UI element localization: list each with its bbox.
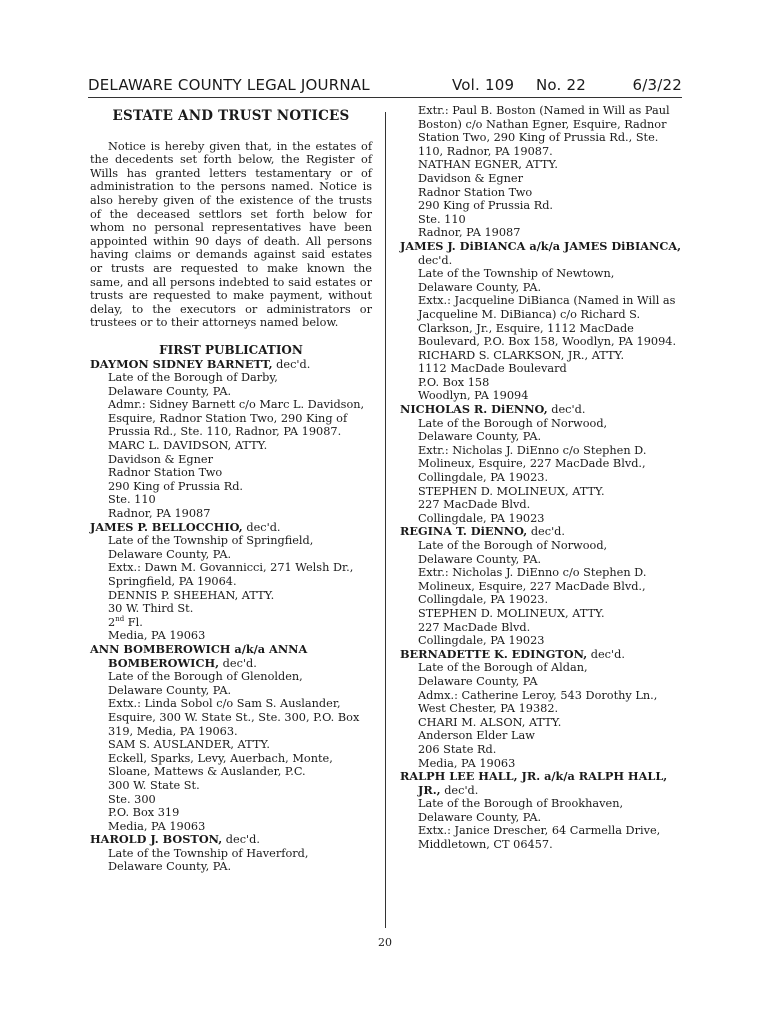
decedent-name [400,770,682,797]
notice-line: Ste. 110 [108,493,156,507]
publication-heading: FIRST PUBLICATION [159,342,303,357]
volume-label: Vol. 109 [452,76,515,94]
notice-line: Extr.: Nicholas J. DiEnno c/o Stephen D. Molineux, Esquire, 227 MacDade Blvd., Collingdale, PA 19023. [418,443,647,485]
notice-line: MARC L. DAVIDSON, ATTY. [108,439,268,453]
decedent-name-text: JAMES P. BELLOCCHIO, [90,519,243,534]
deceased-suffix: dec'd. [418,253,453,267]
decedent-name [400,403,682,417]
left-entry-list [90,358,372,875]
right-column [400,104,682,852]
decedent-name-text: NICHOLAS R. DiENNO, [400,402,548,417]
notice-line: P.O. Box 319 [108,806,180,820]
notice-line: Late of the Borough of Glenolden, [108,670,303,684]
deceased-suffix: dec'd. [219,656,257,670]
notice-line: Late of the Township of Newtown, [418,267,615,281]
decedent-name [90,833,372,847]
estate-notice [400,403,682,525]
deceased-suffix: dec'd. [587,647,625,661]
notice-line: Extx.: Dawn M. Govannicci, 271 Welsh Dr., Springfield, PA 19064. [108,561,354,588]
deceased-suffix: dec'd. [527,525,565,539]
estate-notice [90,643,372,833]
estate-notice [400,240,682,403]
header-rule [88,97,682,98]
notice-line: Delaware County, PA. [418,280,542,294]
notice-line: 227 MacDade Blvd. [418,620,531,634]
intro-notice: Notice is hereby given that, in the estates of the decedents set forth below, the Register of Wills has granted letters testamentary or of administration to the persons named. Notice is also hereby given of the existence of the trusts of the deceased settlors set forth below for whom no personal representatives have been appointed within 90 days of death. All persons having claims or demands against said estates or trusts are requested to make known the same, and all persons indebted to said estates or trusts are requested to make payment, without delay, to the executors or administrators or trustees or to their attorneys named below. [90,139,372,330]
notice-line: Media, PA 19063 [108,819,206,833]
issue-number: No. 22 [536,76,586,94]
notice-line: Delaware County, PA [418,674,538,688]
notice-line: Delaware County, PA. [418,810,542,824]
notice-line: Extr.: Paul B. Boston (Named in Will as Paul Boston) c/o Nathan Egner, Esquire, Radnor Station Two, 290 King of Prussia Rd., Ste. 110, Radnor, PA 19087. [418,104,670,158]
column-divider [385,112,386,928]
notice-line: Radnor Station Two [418,185,533,199]
decedent-name-text: DAYMON SIDNEY BARNETT, [90,356,273,371]
notice-line: Davidson & Egner [418,171,523,185]
notice-line: Radnor, PA 19087 [108,507,211,521]
notice-line: Late of the Township of Springfield, [108,534,314,548]
notice-line: Late of the Borough of Brookhaven, [418,797,624,811]
notice-line: Collingdale, PA 19023 [418,634,545,648]
notice-line: 300 W. State St. [108,778,200,792]
notice-line: Collingdale, PA 19023 [418,511,545,525]
notice-line: CHARI M. ALSON, ATTY. [418,715,562,729]
notice-line: Eckell, Sparks, Levy, Auerbach, Monte, Sloane, Mattews & Auslander, P.C. [108,751,333,779]
notice-line: SAM S. AUSLANDER, ATTY. [108,738,270,752]
estate-notice [90,833,372,874]
notice-line: Media, PA 19063 [418,756,516,770]
estate-notice [400,648,682,770]
notice-line: Woodlyn, PA 19094 [418,389,529,403]
deceased-suffix: dec'd. [242,520,281,534]
notice-line: Late of the Borough of Darby, [108,371,278,385]
notice-line: Late of the Borough of Aldan, [418,661,588,675]
decedent-name-text: BERNADETTE K. EDINGTON, [400,646,588,661]
notice-line: Extx.: Jacqueline DiBianca (Named in Will as Jacqueline M. DiBianca) c/o Richard S. Clarkson, Jr., Esquire, 1112 MacDade Boulevard, P.O. Box 158, Woodlyn, PA 19094. [418,294,677,349]
left-column [90,104,372,874]
notice-line: Radnor Station Two [108,466,223,480]
estate-notice [90,358,372,521]
notice-line: Admr.: Sidney Barnett c/o Marc L. Davidson, Esquire, Radnor Station Two, 290 King of Prussia Rd., Ste. 110, Radnor, PA 19087. [108,398,365,439]
decedent-name [400,240,682,267]
notice-line: Admx.: Catherine Leroy, 543 Dorothy Ln., West Chester, PA 19382. [418,688,658,716]
notice-line: P.O. Box 158 [418,375,490,389]
notice-line: 290 King of Prussia Rd. [108,479,244,493]
notice-line: 290 King of Prussia Rd. [418,199,554,213]
notice-line: RICHARD S. CLARKSON, JR., ATTY. [418,348,625,362]
notice-line: Delaware County, PA. [108,860,232,874]
decedent-name-text: HAROLD J. BOSTON, [90,832,223,847]
deceased-suffix: dec'd. [547,403,586,417]
notice-line: Delaware County, PA. [108,683,232,697]
notice-line: Late of the Township of Haverford, [108,846,309,860]
notice-line: Ste. 300 [108,792,156,806]
notice-line: Late of the Borough of Norwood, [418,416,608,430]
section-title: ESTATE AND TRUST NOTICES [112,108,350,124]
notice-line: Extr.: Nicholas J. DiEnno c/o Stephen D. Molineux, Esquire, 227 MacDade Blvd., Collingdale, PA 19023. [418,566,647,607]
notice-line: 1112 MacDade Boulevard [418,362,567,376]
deceased-suffix: dec'd. [272,357,311,371]
notice-line: Extx.: Linda Sobol c/o Sam S. Auslander, Esquire, 300 W. State St., Ste. 300, P.O. Box 319, Media, PA 19063. [108,697,360,738]
decedent-name-text: RALPH LEE HALL, JR. a/k/a RALPH HALL, JR., [400,769,668,797]
decedent-name [90,521,372,535]
notice-line: STEPHEN D. MOLINEUX, ATTY. [418,606,605,620]
notice-line: Delaware County, PA. [418,552,542,566]
decedent-name [400,525,682,539]
continued-entry [400,104,682,240]
notice-line: Ste. 110 [418,212,466,226]
notice-line: Delaware County, PA. [108,384,232,398]
notice-line: 2nd Fl. [108,615,143,629]
decedent-name [90,643,372,670]
right-entry-list [400,240,682,852]
notice-line: 30 W. Third St. [108,602,194,616]
estate-notice [400,525,682,647]
page-number: 20 [378,936,392,949]
notice-line: 206 State Rd. [418,742,497,756]
deceased-suffix: dec'd. [222,833,260,847]
journal-header [88,76,682,98]
decedent-name-text: ANN BOMBEROWICH a/k/a ANNA BOMBEROWICH, [90,641,308,670]
notice-line: Extx.: Janice Drescher, 64 Carmella Drive, Middletown, CT 06457. [418,824,661,852]
notice-line: NATHAN EGNER, ATTY. [418,158,558,172]
estate-notice [90,521,372,643]
decedent-name-text: REGINA T. DiENNO, [400,524,528,539]
notice-line: 227 MacDade Blvd. [418,498,531,512]
notice-line: STEPHEN D. MOLINEUX, ATTY. [418,484,605,498]
notice-line: Late of the Borough of Norwood, [418,539,608,552]
notice-line: Anderson Elder Law [418,729,535,743]
decedent-name-text: JAMES J. DiBIANCA a/k/a JAMES DiBIANCA, [400,238,682,253]
notice-line: Delaware County, PA. [418,430,542,444]
notice-line: DENNIS P. SHEEHAN, ATTY. [108,588,275,602]
notice-line: Media, PA 19063 [108,629,206,643]
estate-notice [400,770,682,852]
notice-line: Delaware County, PA. [108,547,232,561]
notice-line: Radnor, PA 19087 [418,226,521,240]
decedent-name [400,648,682,662]
issue-date: 6/3/22 [632,76,682,94]
decedent-name [90,358,372,372]
journal-title: DELAWARE COUNTY LEGAL JOURNAL [88,76,370,94]
notice-line: Davidson & Egner [108,452,213,466]
deceased-suffix: dec'd. [440,783,479,797]
